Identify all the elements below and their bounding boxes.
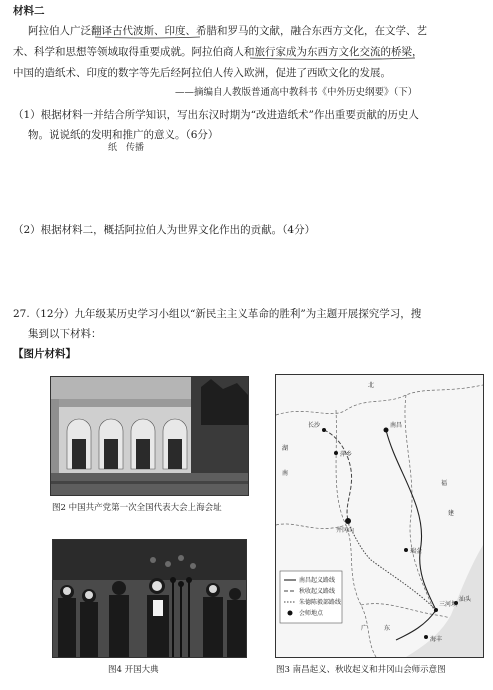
map-label: 井冈山: [336, 527, 355, 534]
map-label: 汕头: [459, 596, 472, 603]
map-legend-label: 朱德陈毅部路线: [299, 599, 342, 606]
map-legend-label: 会师地点: [299, 610, 324, 617]
material-source: ——摘编自人教版普通高中教科书《中外历史纲要》（下）: [175, 87, 418, 98]
map-label: 福: [441, 480, 448, 487]
material-paragraph-line: 术、科学和思想等领域取得重要成就。阿拉伯商人和旅行家成为东西方文化交流的桥梁，: [13, 46, 423, 58]
question-27-line: 27.（12分）九年级某历史学习小组以“新民主主义革命的胜利”为主题开展探究学习，搜: [13, 308, 422, 320]
map-label: 海丰: [430, 636, 443, 643]
material-paragraph-line: 中国的造纸术、印度的数字等先后经阿拉伯人传入欧洲，促进了西欧文化的发展。: [13, 67, 391, 79]
handwritten-note: 纸: [108, 143, 118, 153]
map-label: 瑞金: [410, 548, 423, 555]
map-label: 东: [384, 625, 391, 632]
question-2: （2）根据材料二，概括阿拉伯人为世界文化作出的贡献。（4分）: [13, 224, 316, 236]
map-label: 广: [361, 625, 368, 632]
handwritten-note: 传播: [126, 143, 145, 153]
question-1-line: （1）根据材料一并结合所学知识，写出东汉时期为“改进造纸术”作出重要贡献的历史人: [13, 109, 419, 121]
founding-ceremony-photo: [52, 539, 247, 658]
map-label: 湖: [282, 445, 289, 452]
uprising-route-map: [275, 374, 484, 658]
map-label: 三河坝: [439, 601, 458, 608]
pen-underline-marks: [0, 0, 493, 120]
figure-4-caption: 图4 开国大典: [108, 665, 159, 675]
map-legend-label: 南昌起义路线: [299, 577, 336, 584]
shikumen-building-photo: [50, 376, 249, 496]
map-label: 南: [282, 470, 289, 477]
map-legend-label: 秋收起义路线: [299, 588, 336, 595]
figure-3-caption: 图3 南昌起义、秋收起义和井冈山会师示意图: [276, 665, 446, 675]
pictures-heading: 【图片材料】: [13, 348, 76, 360]
question-27-line: 集到以下材料：: [28, 328, 102, 340]
figure-2-caption: 图2 中国共产党第一次全国代表大会上海会址: [52, 503, 222, 513]
material-paragraph-line: 阿拉伯人广泛翻译古代波斯、印度、希腊和罗马的文献，融合东西方文化，在文学、艺: [28, 25, 427, 37]
map-label: 建: [448, 510, 455, 517]
map-label: 长沙: [308, 422, 321, 429]
map-label: 萍乡: [340, 451, 353, 458]
question-1-line: 物。说说纸的发明和推广的意义。（6分）: [28, 129, 219, 141]
material-heading: 材料二: [13, 5, 45, 17]
map-label: 南昌: [390, 422, 403, 429]
map-label: 北: [368, 382, 375, 389]
